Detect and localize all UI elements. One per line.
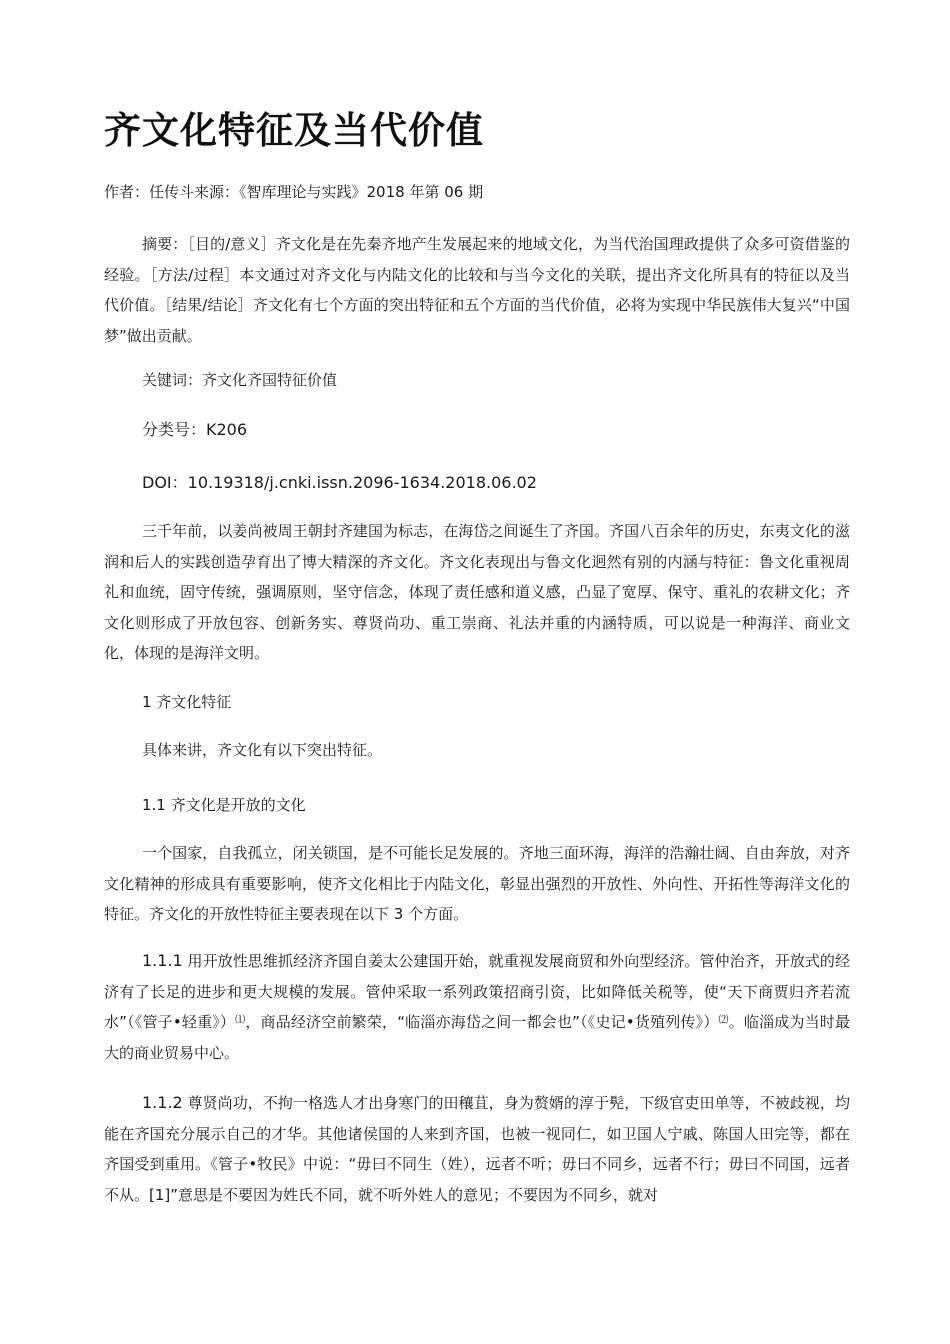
section-1-1-1-text-c: 。临淄成为当时最大的商业贸易中心。 — [104, 1013, 850, 1062]
section-1-1-2-text: 尊贤尚功，不拘一格选人才出身寒门的田穰苴，身为赘婿的淳于髡，下级官吏田单等，不被歧视，均能在齐国充分展示自己的才华。其他诸侯国的人来到齐国，也被一视同仁，如卫国人宁戚、陈国人田完等，都在齐国受到重用。《管子•牧民》中说：“毋曰不同生（姓），远者不听；毋曰不同乡，远者不行；毋曰不同国，远者不从。[1]”意思是不要因为姓氏不同，就不听外姓人的意见；不要因为不同乡，就对 — [104, 1094, 850, 1204]
section-1-1-2-paragraph — [104, 1088, 850, 1210]
section-1-1-heading: 1.1 齐文化是开放的文化 — [142, 796, 306, 814]
section-1-1-1-text-b: ，商品经济空前繁荣，“临淄亦海岱之间一都会也”（《史记•货殖列传》） — [245, 1013, 719, 1031]
footnote-ref-1: ⑴ — [235, 1015, 246, 1026]
section-1-intro: 具体来讲，齐文化有以下突出特征。 — [142, 741, 383, 759]
article-title: 齐文化特征及当代价值 — [104, 109, 484, 152]
section-1-1-1-number: 1.1.1 — [142, 951, 183, 970]
section-1-1-paragraph: 一个国家，自我孤立，闭关锁国，是不可能长足发展的。齐地三面环海，海洋的浩瀚壮阔、自由奔放，对齐文化精神的形成具有重要影响，使齐文化相比于内陆文化，彰显出强烈的开放性、外向性、开拓性等海洋文化的特征。齐文化的开放性特征主要表现在以下 3 个方面。 — [104, 844, 850, 923]
section-1-1-1-paragraph — [104, 946, 850, 1068]
classification-line: 分类号：K206 — [142, 420, 248, 439]
author-source-line: 作者：任传斗来源：《智库理论与实践》2018 年第 06 期 — [104, 183, 484, 201]
abstract-paragraph: 摘要：［目的/意义］齐文化是在先秦齐地产生发展起来的地域文化，为当代治国理政提供了众多可资借鉴的经验。［方法/过程］本文通过对齐文化与内陆文化的比较和与当今文化的关联，提出齐文化所具有的特征以及当代价值。［结果/结论］齐文化有七个方面的突出特征和五个方面的当代价值，必将为实现中华民族伟大复兴“中国梦”做出贡献。 — [104, 235, 850, 345]
intro-paragraph: 三千年前，以姜尚被周王朝封齐建国为标志，在海岱之间诞生了齐国。齐国八百余年的历史，东夷文化的滋润和后人的实践创造孕育出了博大精深的齐文化。齐文化表现出与鲁文化迥然有别的内涵与特征：鲁文化重视周礼和血统，固守传统，强调原则，坚守信念，体现了责任感和道义感，凸显了宽厚、保守、重礼的农耕文化；齐文化则形成了开放包容、创新务实、尊贤尚功、重工崇商、礼法并重的内涵特质，可以说是一种海洋、商业文化，体现的是海洋文明。 — [104, 522, 850, 662]
section-1-1-1-text-a: 用开放性思维抓经济齐国自姜太公建国开始，就重视发展商贸和外向型经济。管仲治齐，开放式的经济有了长足的进步和更大规模的发展。管仲采取一系列政策招商引资，比如降低关税等，使“天下商贾归齐若流水”（《管子•轻重》） — [104, 952, 850, 1031]
doi-line: DOI：10.19318/j.cnki.issn.2096-1634.2018.06.02 — [142, 473, 537, 492]
section-1-1-2-number: 1.1.2 — [142, 1093, 183, 1112]
footnote-ref-2: ⑵ — [718, 1015, 729, 1026]
section-1-heading: 1 齐文化特征 — [142, 693, 232, 711]
keywords-line: 关键词：齐文化齐国特征价值 — [142, 371, 338, 389]
